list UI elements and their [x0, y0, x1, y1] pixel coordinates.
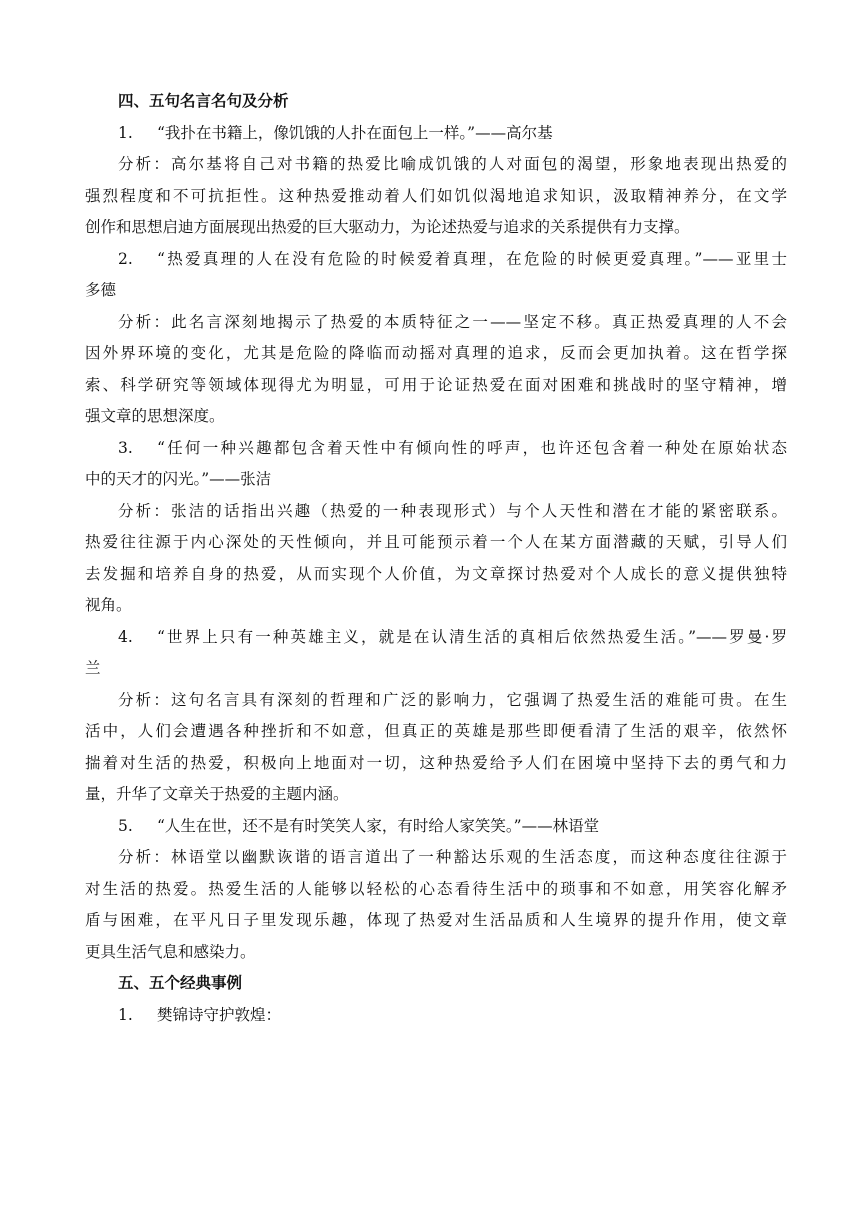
analysis-line: 视角。 [85, 596, 132, 614]
list-number: 2. [118, 249, 133, 268]
analysis-line: 强文章的思想深度。 [85, 407, 225, 425]
quote-text: “人生在世，还不是有时笑笑人家，有时给人家笑笑。”——林语堂 [157, 816, 600, 835]
quote-item [85, 811, 787, 843]
analysis-line: 创作和思想启迪方面展现出热爱的巨大驱动力，为论述热爱与追求的关系提供有力支撑。 [85, 218, 690, 236]
quote-text: “我扑在书籍上，像饥饿的人扑在面包上一样。”——高尔基 [157, 123, 553, 142]
quote-text: “热爱真理的人在没有危险的时候爱着真理，在危险的时候更爱真理。”——亚里士 [157, 249, 787, 268]
list-number: 4. [118, 627, 133, 646]
quote-text-continued: 兰 [85, 659, 101, 677]
example-title: 樊锦诗守护敦煌： [157, 1005, 282, 1024]
list-number: 1. [118, 123, 133, 142]
quote-item [85, 622, 787, 654]
quote-item [85, 118, 787, 150]
quote-text-continued: 中的天才的闪光。”——张洁 [85, 470, 272, 488]
analysis-line: 更具生活气息和感染力。 [85, 942, 256, 961]
quote-text: “世界上只有一种英雄主义，就是在认清生活的真相后依然热爱生活。”——罗曼·罗 [157, 627, 787, 646]
quote-item [85, 244, 787, 276]
analysis-line: 分析：这句名言具有深刻的哲理和广泛的影响力，它强调了热爱生活的难能可贵。在生 [118, 690, 787, 709]
analysis-line: 热爱往往源于内心深处的天性倾向，并且可能预示着一个人在某方面潜藏的天赋，引导人们 [85, 533, 787, 551]
section-heading: 五、五个经典事例 [118, 974, 243, 992]
section-heading: 四、五句名言名句及分析 [118, 92, 289, 110]
analysis-line: 分析：张洁的话指出兴趣（热爱的一种表现形式）与个人天性和潜在才能的紧密联系。 [118, 501, 787, 520]
example-item [85, 1000, 787, 1032]
analysis-line: 分析：此名言深刻地揭示了热爱的本质特征之一——坚定不移。真正热爱真理的人不会 [118, 312, 787, 331]
analysis-line: 分析：林语堂以幽默诙谐的语言道出了一种豁达乐观的生活态度，而这种态度往往源于 [118, 848, 787, 866]
analysis-line: 对生活的热爱。热爱生活的人能够以轻松的心态看待生活中的琐事和不如意，用笑容化解矛 [85, 879, 787, 898]
analysis-line: 量，升华了文章关于热爱的主题内涵。 [85, 785, 349, 803]
analysis-line: 活中，人们会遭遇各种挫折和不如意，但真正的英雄是那些即便看清了生活的艰辛，依然怀 [85, 722, 787, 740]
quote-text: “任何一种兴趣都包含着天性中有倾向性的呼声，也许还包含着一种处在原始状态 [157, 438, 787, 457]
list-number: 3. [118, 438, 133, 457]
quote-item [85, 433, 787, 465]
analysis-line: 去发掘和培养自身的热爱，从而实现个人价值，为文章探讨热爱对个人成长的意义提供独特 [85, 564, 787, 583]
analysis-line: 盾与困难，在平凡日子里发现乐趣，体现了热爱对生活品质和人生境界的提升作用，使文章 [85, 911, 787, 929]
analysis-line: 揣着对生活的热爱，积极向上地面对一切，这种热爱给予人们在困境中坚持下去的勇气和力 [85, 753, 787, 772]
analysis-line: 强烈程度和不可抗拒性。这种热爱推动着人们如饥似渴地追求知识，汲取精神养分，在文学 [85, 186, 787, 205]
analysis-line: 因外界环境的变化，尤其是危险的降临而动摇对真理的追求，反而会更加执着。这在哲学探 [85, 344, 787, 362]
analysis-line: 索、科学研究等领域体现得尤为明显，可用于论证热爱在面对困难和挑战时的坚守精神，增 [85, 375, 787, 394]
quote-text-continued: 多德 [85, 281, 117, 299]
list-number: 1. [118, 1005, 133, 1024]
document-body [85, 86, 787, 1031]
list-number: 5. [118, 816, 133, 835]
analysis-line: 分析：高尔基将自己对书籍的热爱比喻成饥饿的人对面包的渴望，形象地表现出热爱的 [118, 155, 787, 173]
